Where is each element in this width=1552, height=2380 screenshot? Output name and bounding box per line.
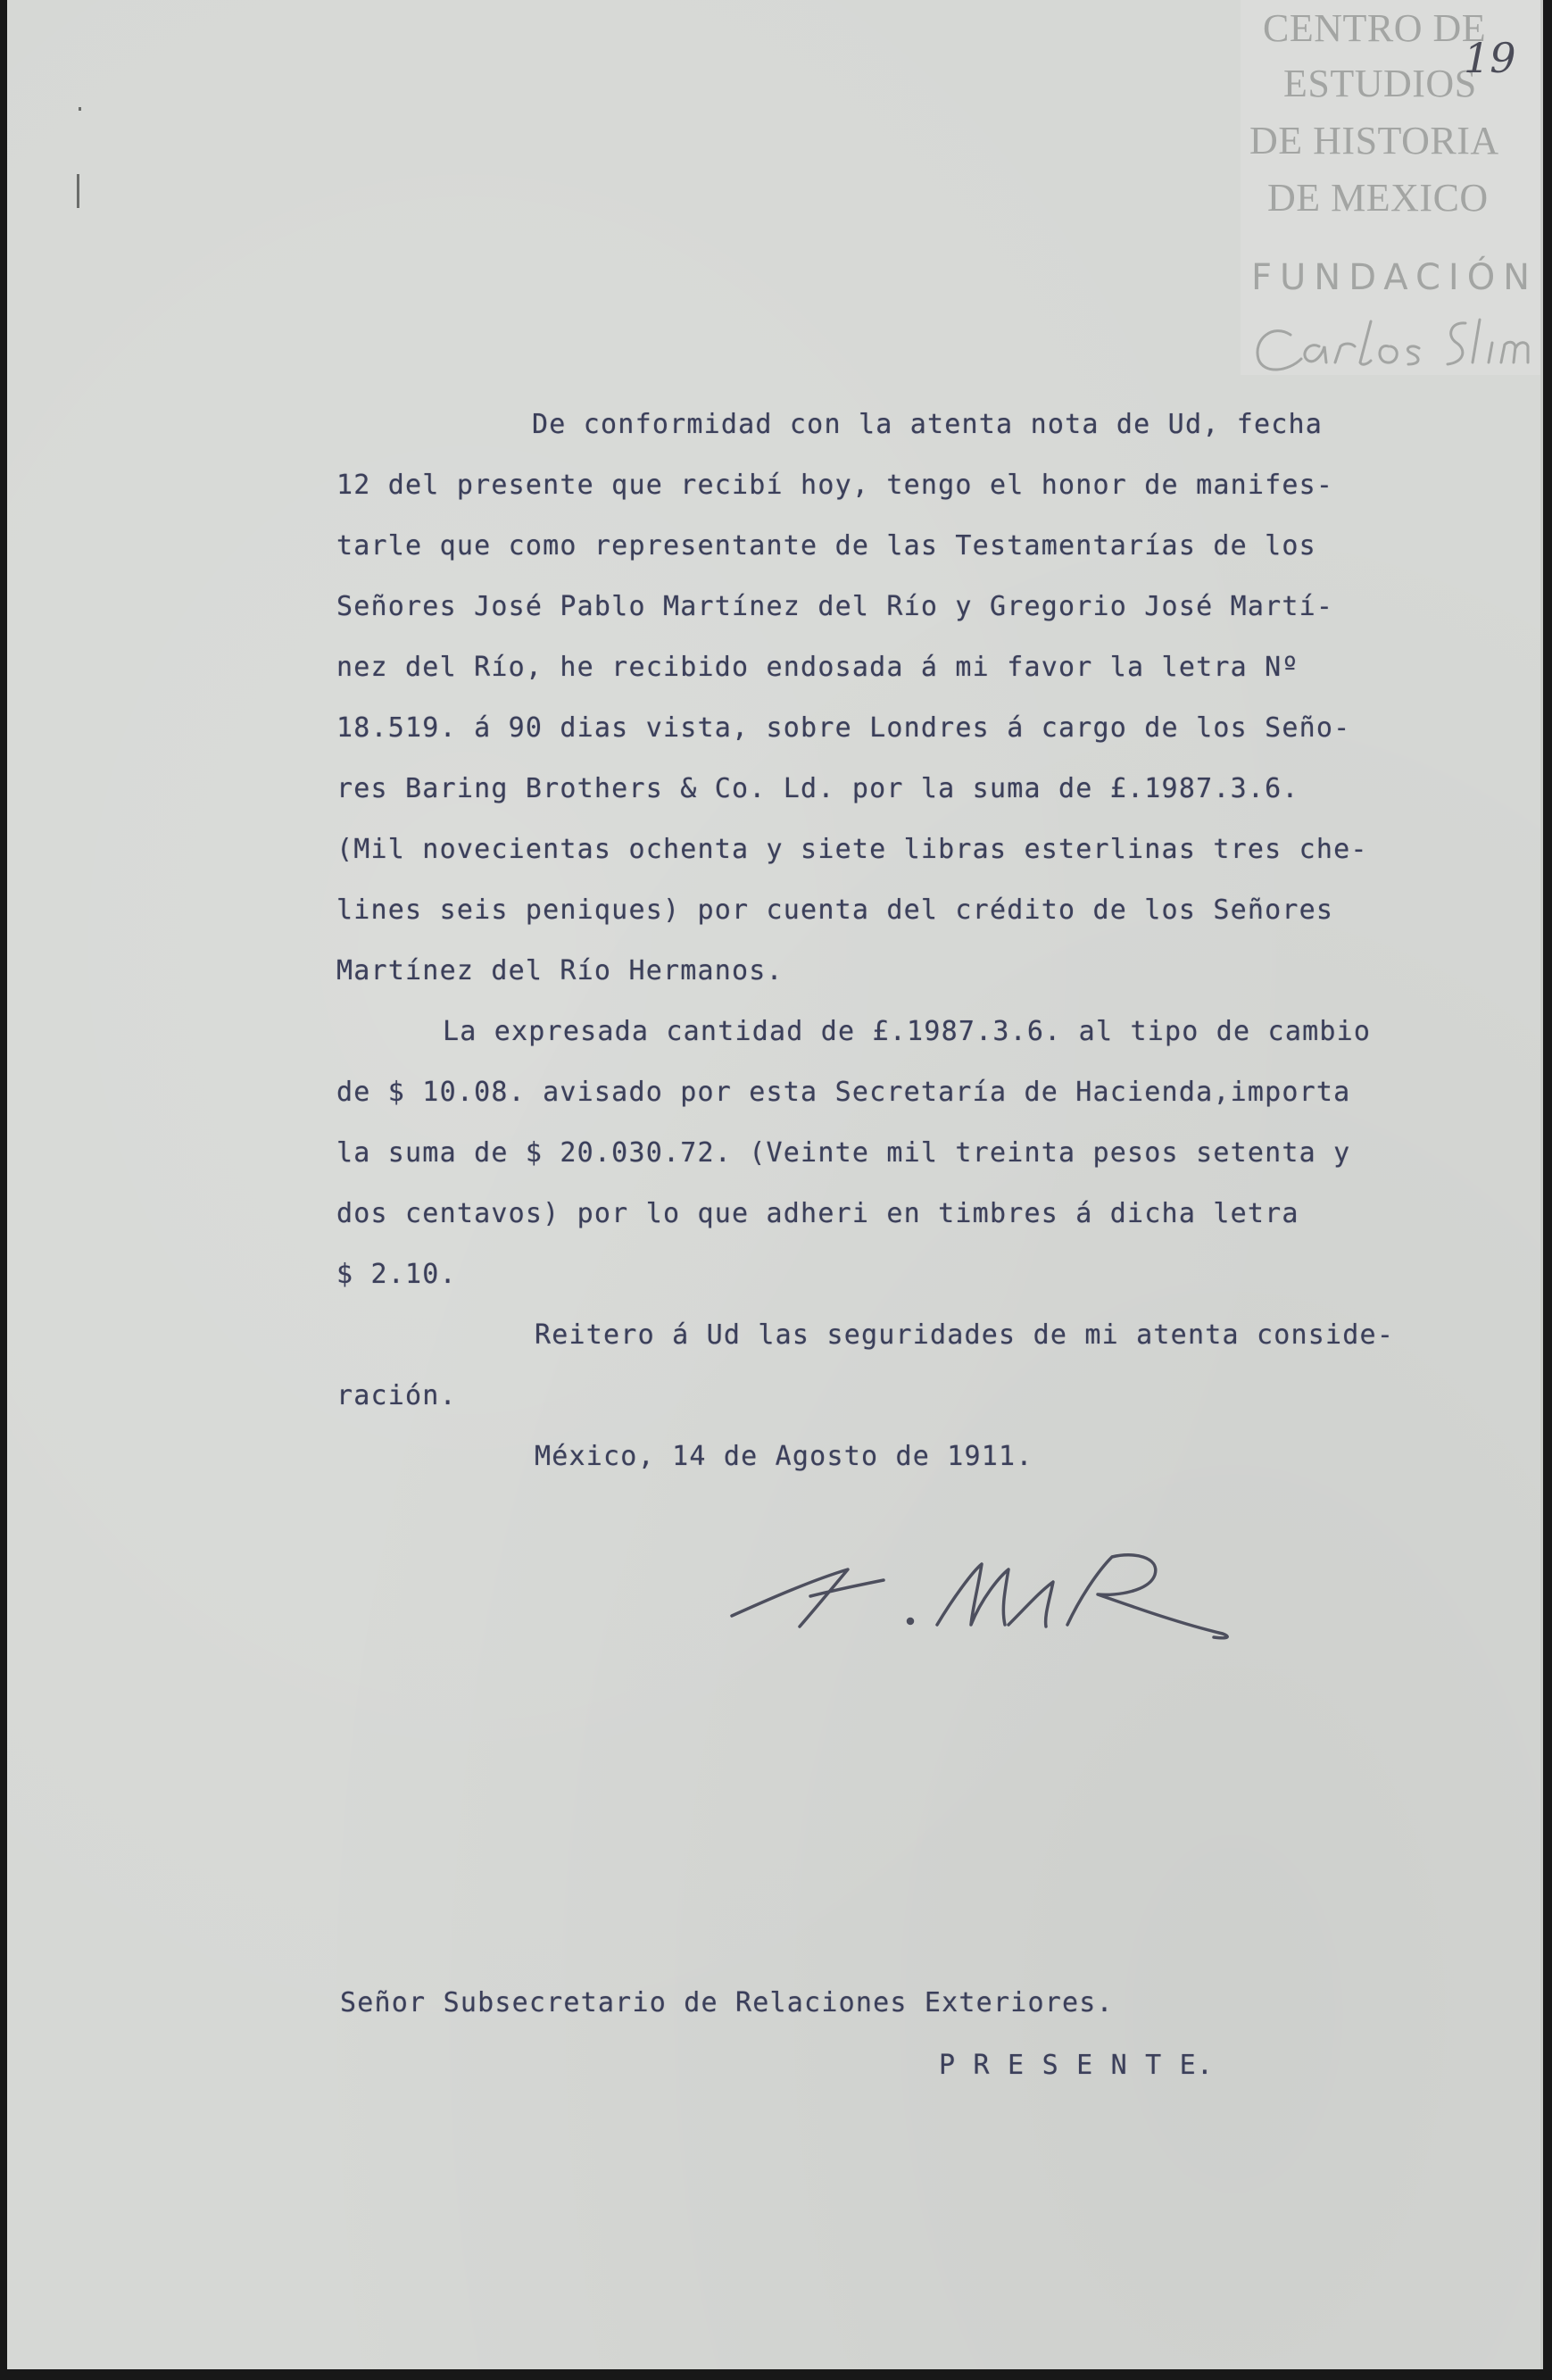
presente-line: P R E S E N T E.	[939, 2050, 1215, 2081]
stamp-fundacion: FUNDACIÓN	[1251, 257, 1539, 298]
body-line: Reitero á Ud las seguridades de mi atenta conside-	[535, 1319, 1395, 1351]
body-line: de $ 10.08. avisado por esta Secretaría de Hacienda,importa	[336, 1077, 1351, 1108]
handwritten-signature	[714, 1544, 1267, 1669]
body-line: dos centavos) por lo que adheri en timbres á dicha letra	[336, 1198, 1299, 1229]
body-line: nez del Río, he recibido endosada á mi favor la letra Nº	[336, 652, 1299, 683]
body-line: ración.	[336, 1380, 457, 1411]
folio-number: 19	[1464, 34, 1516, 82]
body-line: Martínez del Río Hermanos.	[336, 955, 784, 986]
stamp-line: CENTRO DE	[1263, 6, 1487, 50]
body-line: la suma de $ 20.030.72. (Veinte mil treinta pesos setenta y	[336, 1137, 1351, 1169]
stamp-line: DE HISTORIA	[1249, 119, 1499, 162]
body-line: $ 2.10.	[336, 1259, 457, 1290]
date-line: México, 14 de Agosto de 1911.	[535, 1441, 1033, 1472]
addressee-line: Señor Subsecretario de Relaciones Exteriores.	[340, 1987, 1114, 2018]
margin-mark	[79, 107, 81, 111]
body-line: 12 del presente que recibí hoy, tengo el honor de manifes-	[336, 470, 1334, 501]
stamp-signature-logo	[1246, 304, 1540, 384]
stamp-line: ESTUDIOS	[1283, 62, 1477, 105]
body-line: tarle que como representante de las Testamentarías de los	[336, 530, 1316, 562]
body-line: De conformidad con la atenta nota de Ud, fecha	[532, 409, 1324, 440]
stamp-line: DE MEXICO	[1267, 176, 1489, 220]
body-line: Señores José Pablo Martínez del Río y Gregorio José Martí-	[336, 591, 1334, 622]
body-line: res Baring Brothers & Co. Ld. por la suma de £.1987.3.6.	[336, 773, 1299, 804]
body-line: 18.519. á 90 dias vista, sobre Londres á cargo de los Seño-	[336, 712, 1351, 744]
body-line: lines seis peniques) por cuenta del crédito de los Señores	[336, 895, 1334, 926]
body-line: La expresada cantidad de £.1987.3.6. al tipo de cambio	[443, 1016, 1372, 1047]
body-line: (Mil novecientas ochenta y siete libras esterlinas tres che-	[336, 834, 1368, 865]
margin-mark	[77, 174, 79, 208]
